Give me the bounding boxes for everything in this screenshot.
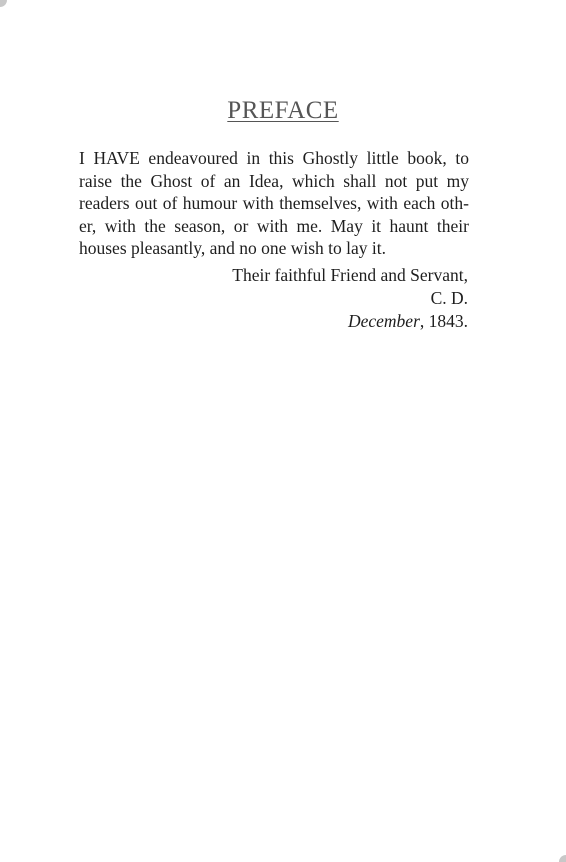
page-corner-mark-top-left xyxy=(0,0,7,7)
signature-date xyxy=(348,310,468,333)
paragraph-line-2: raise the Ghost of an Idea, which shall not put my xyxy=(79,170,469,191)
page-title-text: PREFACE xyxy=(227,97,339,124)
signature-initials: C. D. xyxy=(430,288,468,308)
signature-date-month: December xyxy=(347,311,420,331)
paragraph-line-4: er, with the season, or with me. May it haunt their xyxy=(79,215,469,236)
page-title xyxy=(0,96,566,126)
signature-closing: Their faithful Friend and Servant, xyxy=(232,265,468,285)
paragraph-line-1: I HAVE endeavoured in this Ghostly little book, to xyxy=(79,148,469,168)
paragraph-line-3: readers out of humour with themselves, with each oth- xyxy=(79,193,469,213)
preface-paragraph xyxy=(79,147,469,260)
signature-date-year: , 1843. xyxy=(419,311,468,331)
paragraph-line-5: houses pleasantly, and no one wish to lay it. xyxy=(79,238,387,258)
page-corner-mark-bottom-right xyxy=(559,855,566,862)
